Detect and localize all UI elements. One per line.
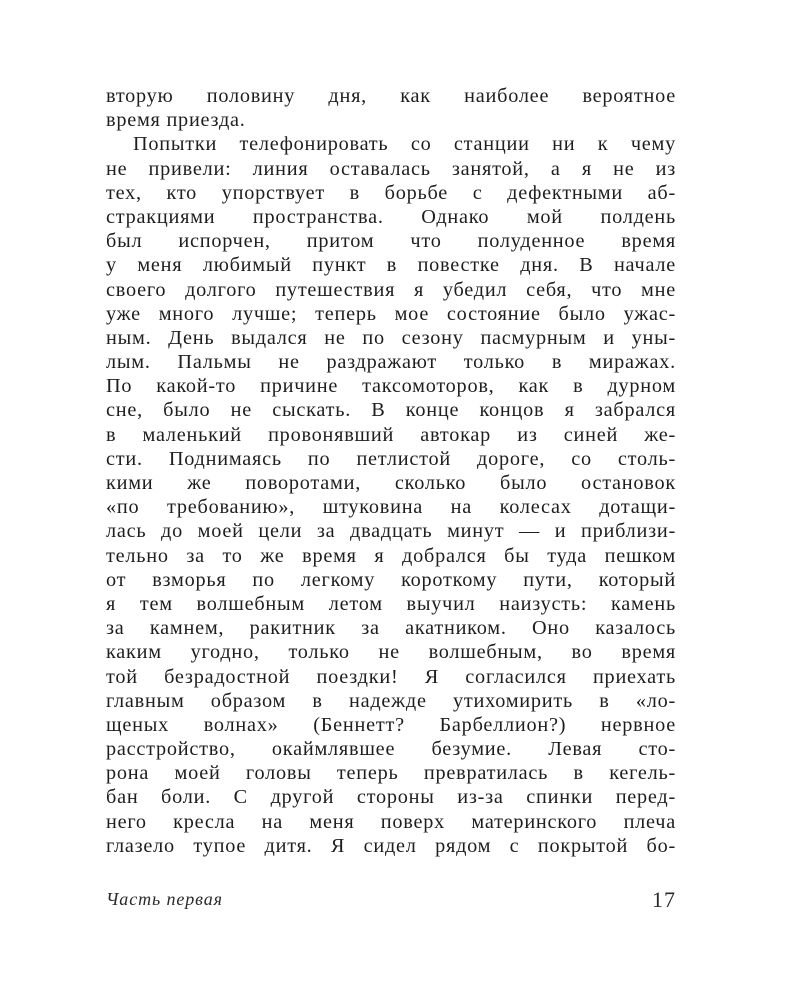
text-line: каким угодно, только не волшебным, во время [106, 641, 676, 664]
text-line: глазело тупое дитя. Я сидел рядом с покрытой бо- [106, 834, 676, 857]
running-footer-title: Часть первая [106, 889, 223, 909]
text-line: я тем волшебным летом выучил наизусть: камень [106, 592, 676, 615]
text-line: бан боли. С другой стороны из-за спинки перед- [106, 786, 676, 809]
text-line: кими же поворотами, сколько было остановок [106, 472, 676, 494]
text-line: за камнем, ракитник за акатником. Оно казалось [106, 617, 676, 640]
text-line: не привели: линия оставалась занятой, а я не из [106, 157, 676, 180]
text-line: Попытки телефонировать со станции ни к чему [133, 133, 676, 156]
text-line: него кресла на меня поверх материнского плеча [106, 810, 676, 833]
text-line: сне, было не сыскать. В конце концов я забрался [106, 399, 676, 422]
body-text [106, 84, 676, 858]
text-line: «по требованию», штуковина на колесах дотащи- [106, 496, 676, 519]
text-line: в маленький провонявший автокар из синей же- [106, 423, 676, 446]
text-line: тельно за то же время я добрался бы туда пешком [106, 544, 676, 567]
text-line: время приезда. [106, 109, 246, 132]
text-line: тех, кто упорствует в борьбе с дефектными аб- [106, 181, 676, 204]
text-line: лым. Пальмы не раздражают только в миражах. [106, 351, 676, 374]
text-line: ным. День выдался не по сезону пасмурным и уны- [106, 326, 676, 349]
text-line: уже много лучше; теперь мое состояние было ужас- [106, 302, 676, 325]
text-line: главным образом в надежде утихомирить в «ло- [106, 689, 676, 712]
text-line: рона моей головы теперь превратилась в кегель- [106, 762, 676, 785]
text-line: вторую половину дня, как наиболее вероятное [106, 85, 676, 107]
page-number: 17 [652, 887, 676, 912]
text-line: расстройство, окаймлявшее безумие. Левая сто- [106, 738, 676, 761]
text-line: от взморья по легкому короткому пути, который [106, 568, 676, 591]
text-line: По какой-то причине таксомоторов, как в дурном [106, 375, 676, 398]
text-line: был испорчен, притом что полуденное время [106, 230, 676, 253]
text-line: своего долгого путешествия я убедил себя, что мне [106, 278, 676, 301]
text-line: сти. Поднимаясь по петлистой дороге, со столь- [106, 447, 676, 470]
text-line: стракциями пространства. Однако мой полдень [106, 205, 676, 228]
text-line: лась до моей цели за двадцать минут — и приблизи- [106, 520, 676, 543]
text-line: той безрадостной поездки! Я согласился приехать [106, 665, 676, 688]
text-line: у меня любимый пункт в повестке дня. В начале [106, 254, 676, 277]
text-line: щеных волнах» (Беннетт? Барбеллион?) нервное [106, 713, 676, 736]
